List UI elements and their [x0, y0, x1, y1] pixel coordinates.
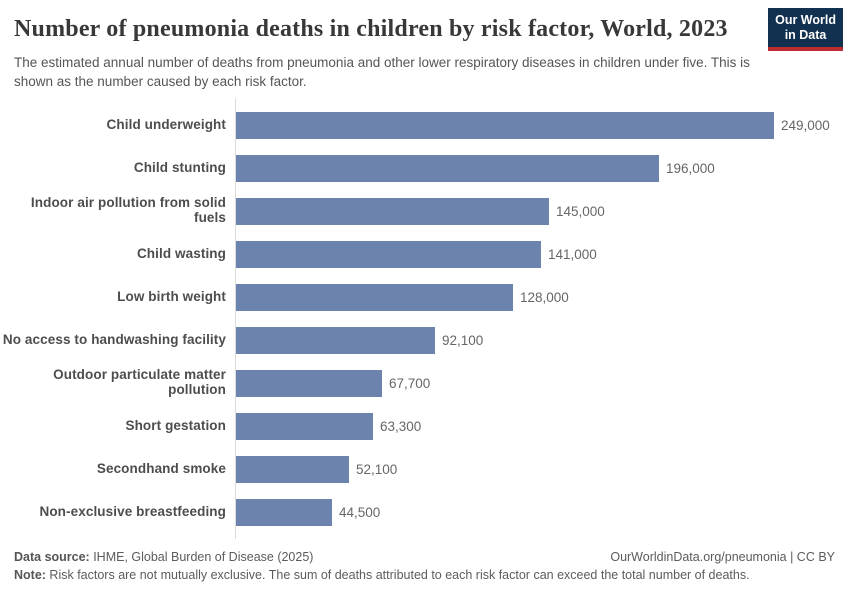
bar-value-label: 92,100: [442, 332, 484, 348]
bar-row: [0, 104, 850, 147]
bar-category-label: Child underweight: [106, 116, 226, 132]
bar[interactable]: [236, 413, 373, 440]
bar-value-label: 67,700: [389, 375, 431, 391]
bar[interactable]: [236, 198, 549, 225]
bar-row: [0, 190, 850, 233]
bar-category-label: Non-exclusive breastfeeding: [39, 503, 226, 519]
attribution-link[interactable]: OurWorldinData.org/pneumonia | CC BY: [610, 549, 835, 564]
data-source-text: IHME, Global Burden of Disease (2025): [89, 549, 314, 564]
bar-track: [236, 198, 850, 225]
bar-category-label: Low birth weight: [117, 288, 226, 304]
chart-subtitle: The estimated annual number of deaths from pneumonia and other lower respiratory diseases in children under five. This is shown as the number caused by each risk factor.: [14, 54, 750, 90]
bar-track: [236, 155, 850, 182]
bar-value-label: 52,100: [356, 461, 398, 477]
bar-track: [236, 112, 850, 139]
bar[interactable]: [236, 370, 382, 397]
data-source-label: Data source:: [14, 549, 90, 564]
bar-row: [0, 233, 850, 276]
bar-row: [0, 319, 850, 362]
bar-category-label: Outdoor particulate matter pollution: [53, 367, 226, 398]
note-label: Note:: [14, 568, 46, 583]
bar-value-label: 249,000: [781, 117, 830, 133]
owid-logo-line1: Our World: [775, 13, 836, 27]
bar-row: [0, 147, 850, 190]
bar-value-label: 141,000: [548, 246, 597, 262]
chart-note: [14, 566, 835, 585]
bar[interactable]: [236, 327, 435, 354]
bar-value-label: 196,000: [666, 160, 715, 176]
bar-row: [0, 491, 850, 534]
bar-category-label: No access to handwashing facility: [2, 331, 226, 347]
bar-value-label: 145,000: [556, 203, 605, 219]
bar-category-label: Secondhand smoke: [96, 460, 226, 476]
data-source: [14, 548, 313, 567]
note-text: Risk factors are not mutually exclusive. The sum of deaths attributed to each risk factor can exceed the total number of deaths.: [45, 568, 750, 583]
bar-row: [0, 362, 850, 405]
bar-value-label: 63,300: [380, 418, 422, 434]
bar-track: [236, 413, 850, 440]
bar-category-label: Child wasting: [136, 245, 226, 261]
bar-track: [236, 499, 850, 526]
chart-title: Number of pneumonia deaths in children by risk factor, World, 2023: [14, 16, 728, 42]
footer-line-1: [14, 548, 835, 567]
chart-footer: [0, 534, 850, 586]
bar[interactable]: [236, 499, 332, 526]
owid-logo[interactable]: [768, 8, 843, 51]
bar-category-label: Indoor air pollution from solid fuels: [30, 195, 226, 226]
bar-value-label: 44,500: [339, 504, 381, 520]
bar-track: [236, 241, 850, 268]
owid-logo-line2: in Data: [784, 28, 827, 42]
bar[interactable]: [236, 155, 659, 182]
bar[interactable]: [236, 456, 349, 483]
bar[interactable]: [236, 241, 541, 268]
bar-track: [236, 327, 850, 354]
bar-category-label: Short gestation: [125, 417, 226, 433]
bar[interactable]: [236, 284, 513, 311]
bar-track: [236, 284, 850, 311]
bar-chart: [0, 104, 850, 534]
bar-value-label: 128,000: [520, 289, 569, 305]
bar-row: [0, 448, 850, 491]
bar-row: [0, 405, 850, 448]
bar-row: [0, 276, 850, 319]
bar-track: [236, 370, 850, 397]
chart-header: [0, 0, 850, 92]
bar-category-label: Child stunting: [133, 159, 226, 175]
bar[interactable]: [236, 112, 774, 139]
bar-track: [236, 456, 850, 483]
